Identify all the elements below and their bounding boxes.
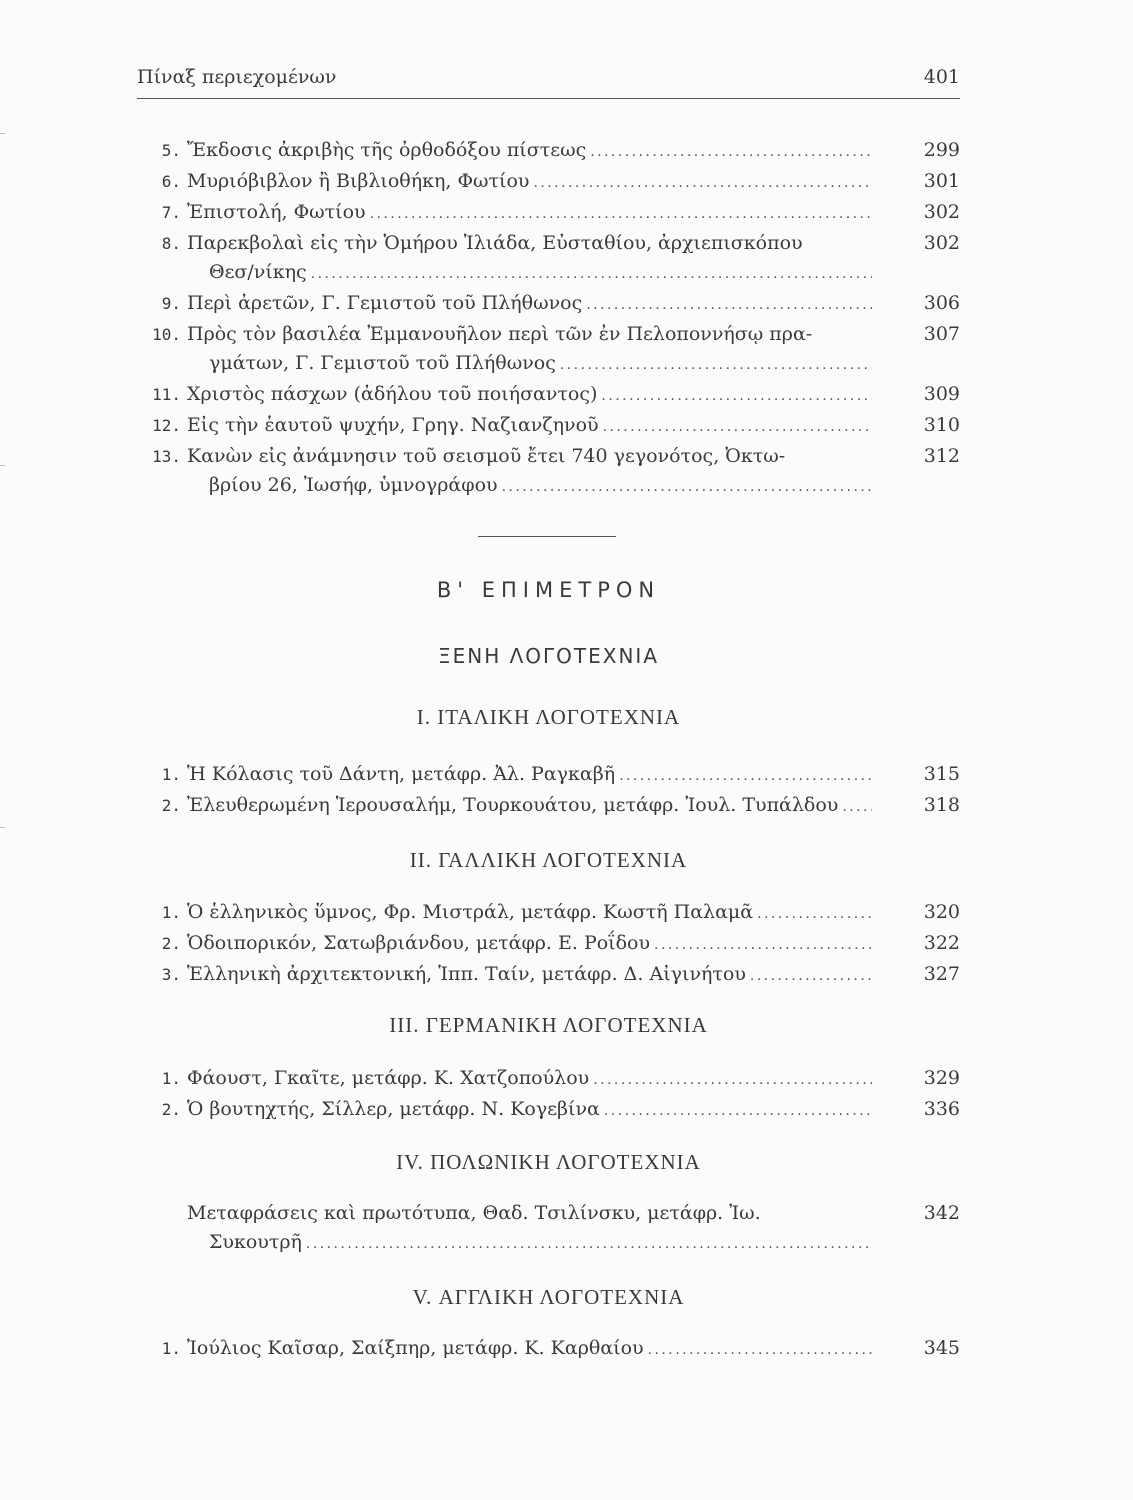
entry-title-line: Κανὼν εἰς ἀνάμνησιν τοῦ σεισμοῦ ἔτει 740 γεγονότος, Ὀκτω-: [187, 445, 786, 467]
toc-entry: [137, 898, 960, 929]
entry-page-number: 327: [923, 963, 960, 985]
header-page-number: 401: [923, 66, 960, 88]
entry-title: Ἐλευθερωμένη Ἱερουσαλήμ, Τουρκουάτου, μετάφρ. Ἰουλ. Τυπάλδου: [187, 794, 839, 816]
entry-page-number: 299: [923, 139, 960, 161]
entry-title: Μυριόβιβλον ἢ Βιβλιοθήκη, Φωτίου: [187, 170, 530, 192]
entry-page-number: 310: [923, 414, 960, 436]
entry-number: 5.: [161, 141, 181, 160]
entry-title: Θεσ/νίκης: [209, 261, 307, 283]
entry-page-number: 309: [923, 383, 960, 405]
toc-entry: [137, 1064, 960, 1095]
section-divider: [478, 536, 616, 537]
heading-italian: Ι. ΙΤΑΛΙΚΗ ΛΟΓΟΤΕΧΝΙΑ: [416, 705, 681, 729]
dot-leader: [533, 169, 872, 198]
entry-title: Συκουτρῆ: [209, 1231, 302, 1253]
toc-entry: [137, 791, 960, 822]
entry-page-number: 329: [923, 1067, 960, 1089]
toc-entry: [137, 320, 960, 380]
heading-polish: IV. ΠΟΛΩΝΙΚΗ ΛΟΓΟΤΕΧΝΙΑ: [396, 1150, 701, 1174]
toc-section-a: [137, 136, 960, 502]
toc-german: [137, 1064, 960, 1126]
entry-number: 1.: [161, 903, 181, 922]
scan-edge-mark: [0, 465, 5, 466]
entry-title: Ὁ βουτηχτής, Σίλλερ, μετάφρ. Ν. Κογεβίνα: [187, 1098, 600, 1120]
toc-polish: [137, 1199, 960, 1259]
entry-number: 13.: [152, 447, 181, 466]
toc-entry: [137, 929, 960, 960]
dot-leader: [757, 900, 872, 929]
entry-number: 6.: [161, 172, 181, 191]
toc-french: [137, 898, 960, 991]
toc-entry: [137, 380, 960, 411]
entry-page-number: 306: [923, 292, 960, 314]
dot-leader: [601, 382, 872, 411]
entry-title: Ὁ ἑλληνικὸς ὕμνος, Φρ. Μιστράλ, μετάφρ. Κωστῆ Παλαμᾶ: [187, 901, 754, 923]
entry-page-number: 312: [923, 445, 960, 467]
entry-title: Ἑλληνικὴ ἀρχιτεκτονική, Ἱππ. Ταίν, μετάφρ. Δ. Αἰγινήτου: [187, 963, 746, 985]
scan-edge-mark: [0, 133, 5, 134]
toc-english: [137, 1334, 960, 1365]
heading-german: ΙΙΙ. ΓΕΡΜΑΝΙΚΗ ΛΟΓΟΤΕΧΝΙΑ: [389, 1013, 708, 1037]
entry-title: Εἰς τὴν ἑαυτοῦ ψυχήν, Γρηγ. Ναζιανζηνοῦ: [187, 414, 599, 436]
entry-number: 12.: [152, 416, 181, 435]
entry-number: 1.: [161, 1339, 181, 1358]
entry-page-number: 320: [923, 901, 960, 923]
entry-number: 1.: [161, 1069, 181, 1088]
entry-title: Ἔκδοσις ἀκριβὴς τῆς ὀρθοδόξου πίστεως: [187, 139, 587, 161]
entry-page-number: 301: [923, 170, 960, 192]
heading-english: V. ΑΓΓΛΙΚΗ ΛΟΓΟΤΕΧΝΙΑ: [412, 1285, 685, 1309]
entry-page-number: 318: [923, 794, 960, 816]
scan-edge-mark: [0, 827, 5, 828]
toc-entry: [137, 1334, 960, 1365]
toc-entry: [137, 136, 960, 167]
dot-leader: [619, 762, 872, 791]
entry-title-line: Μεταφράσεις καὶ πρωτότυπα, Θαδ. Τσιλίνσκυ, μετάφρ. Ἰω.: [187, 1202, 761, 1224]
entry-number: 11.: [152, 385, 181, 404]
dot-leader: [590, 138, 872, 167]
entry-number: 8.: [161, 234, 181, 253]
entry-title: Χριστὸς πάσχων (ἀδήλου τοῦ ποιήσαντος): [187, 383, 598, 405]
entry-page-number: 307: [923, 323, 960, 345]
entry-page-number: 336: [923, 1098, 960, 1120]
dot-leader: [502, 473, 872, 502]
entry-number: 1.: [161, 765, 181, 784]
appendix-title: Β' ΕΠΙΜΕΤΡΟΝ: [436, 578, 661, 602]
toc-entry: [137, 229, 960, 289]
dot-leader: [306, 1230, 872, 1259]
entry-page-number: 315: [923, 763, 960, 785]
toc-entry: [137, 198, 960, 229]
entry-page-number: 322: [923, 932, 960, 954]
toc-entry: [137, 960, 960, 991]
entry-title: γμάτων, Γ. Γεμιστοῦ τοῦ Πλήθωνος: [209, 352, 556, 374]
heading-french: ΙΙ. ΓΑΛΛΙΚΗ ΛΟΓΟΤΕΧΝΙΑ: [409, 848, 688, 872]
running-header: [137, 66, 960, 99]
entry-number: 10.: [152, 325, 181, 344]
entry-title-line: Παρεκβολαὶ εἰς τὴν Ὁμήρου Ἰλιάδα, Εὐσταθίου, ἀρχιεπισκόπου: [187, 232, 803, 254]
toc-entry: [137, 442, 960, 502]
entry-title: Ἐπιστολή, Φωτίου: [187, 201, 366, 223]
entry-title: Φάουστ, Γκαῖτε, μετάφρ. Κ. Χατζοπούλου: [187, 1067, 590, 1089]
entry-title: Ἡ Κόλασις τοῦ Δάντη, μετάφρ. Ἀλ. Ραγκαβῆ: [187, 763, 616, 785]
dot-leader: [750, 962, 872, 991]
entry-page-number: 345: [923, 1337, 960, 1359]
entry-page-number: 302: [923, 201, 960, 223]
appendix-subtitle: ΞΕΝΗ ΛΟΓΟΤΕΧΝΙΑ: [437, 644, 660, 668]
toc-entry: [137, 167, 960, 198]
entry-number: 2.: [161, 796, 181, 815]
toc-entry: [137, 411, 960, 442]
entry-title: βρίου 26, Ἰωσήφ, ὑμνογράφου: [209, 474, 498, 496]
dot-leader: [648, 1336, 872, 1365]
entry-title: Περὶ ἀρετῶν, Γ. Γεμιστοῦ τοῦ Πλήθωνος: [187, 292, 583, 314]
dot-leader: [586, 291, 872, 320]
toc-entry: [137, 289, 960, 320]
toc-entry: [137, 760, 960, 791]
toc-entry: [137, 1095, 960, 1126]
dot-leader: [654, 931, 872, 960]
entry-number: 9.: [161, 294, 181, 313]
entry-title-line: Πρὸς τὸν βασιλέα Ἐμμανουῆλον περὶ τῶν ἐν Πελοποννήσῳ πρα-: [187, 323, 813, 345]
dot-leader: [311, 260, 872, 289]
header-title: Πίναξ περιεχομένων: [137, 66, 337, 88]
entry-number: 2.: [161, 1100, 181, 1119]
entry-page-number: 302: [923, 232, 960, 254]
entry-page-number: 342: [923, 1202, 960, 1224]
entry-number: 7.: [161, 203, 181, 222]
dot-leader: [560, 351, 872, 380]
dot-leader: [370, 200, 872, 229]
dot-leader: [604, 1097, 872, 1126]
dot-leader: [603, 413, 872, 442]
entry-number: 3.: [161, 965, 181, 984]
toc-entry: [137, 1199, 960, 1259]
entry-title: Ἰούλιος Καῖσαρ, Σαίξπηρ, μετάφρ. Κ. Καρθαίου: [187, 1337, 644, 1359]
dot-leader: [593, 1066, 872, 1095]
entry-number: 2.: [161, 934, 181, 953]
dot-leader: [842, 793, 872, 822]
entry-title: Ὁδοιπορικόν, Σατωβριάνδου, μετάφρ. Ε. Ροΐδου: [187, 932, 651, 954]
toc-italian: [137, 760, 960, 822]
